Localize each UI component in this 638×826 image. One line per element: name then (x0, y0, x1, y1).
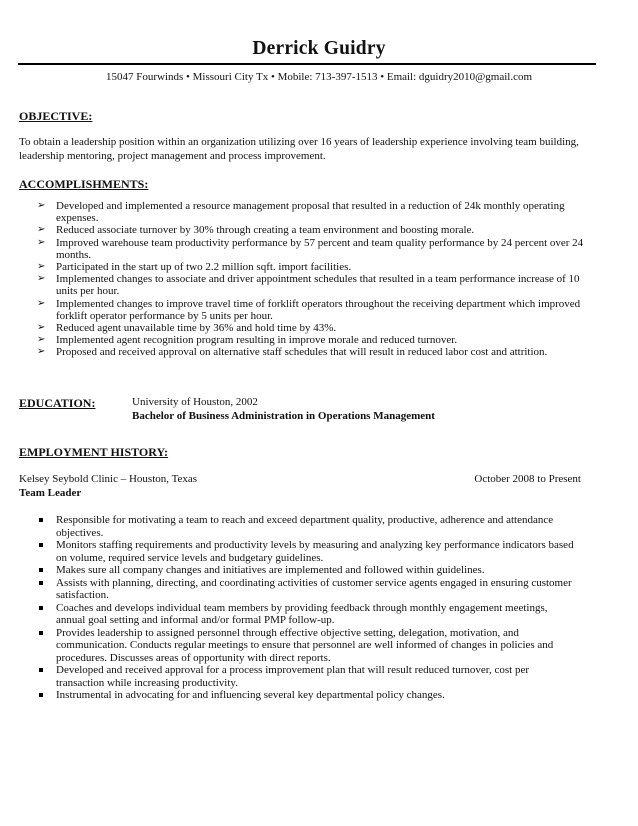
arrow-bullet-icon: ➢ (37, 200, 46, 211)
education-school: University of Houston, 2002 (132, 396, 258, 408)
square-bullet-icon (39, 518, 43, 522)
square-bullet-icon (39, 631, 43, 635)
job-title: Team Leader (19, 487, 82, 499)
list-item: ➢ Participated in the start up of two 2.2 million sqft. import facilities. (37, 261, 352, 274)
list-item: ➢ Developed and implemented a resource management proposal that resulted in a reduction of 24k monthly operating expenses. (37, 200, 565, 225)
employment-dates: October 2008 to Present (474, 473, 581, 485)
arrow-bullet-icon: ➢ (37, 224, 46, 236)
list-item: ➢ Reduced agent unavailable time by 36% and hold time by 43%. (37, 322, 337, 335)
contact-line: 15047 Fourwinds • Missouri City Tx • Mobile: 713-397-1513 • Email: dguidry2010@gmail.com (105, 71, 533, 83)
arrow-bullet-icon: ➢ (37, 261, 46, 273)
education-heading: EDUCATION: (19, 396, 96, 410)
duties-list (37, 514, 577, 702)
list-item: ➢ Implemented agent recognition program resulting in improve morale and reduced turnover. (37, 334, 458, 347)
list-item: Responsible for motivating a team to reach and exceed department quality, productive, adherence and attendance objectives. (37, 514, 577, 539)
list-item: ➢ Implemented changes to associate and driver appointment schedules that resulted in a team performance increase of 10 units per hour. (37, 273, 580, 298)
objective-text: To obtain a leadership position within an organization utilizing over 16 years of leadership experience involving team building, leadership mentoring, project management and process improvement. (19, 136, 579, 162)
square-bullet-icon (39, 543, 43, 547)
arrow-bullet-icon: ➢ (37, 273, 46, 285)
education-degree: Bachelor of Business Administration in Operations Management (132, 410, 435, 422)
square-bullet-icon (39, 668, 43, 672)
employment-heading: EMPLOYMENT HISTORY: (19, 445, 169, 459)
accomplishments-heading: ACCOMPLISHMENTS: (19, 177, 149, 191)
arrow-bullet-icon: ➢ (37, 346, 46, 358)
list-item: Developed and received approval for a process improvement plan that will result reduced turnover, cost per transaction while increasing productivity. (37, 664, 577, 689)
objective-heading: OBJECTIVE: (19, 109, 93, 123)
square-bullet-icon (39, 568, 43, 572)
list-item: ➢ Reduced associate turnover by 30% through creating a team environment and boosting morale. (37, 224, 475, 237)
arrow-bullet-icon: ➢ (37, 236, 46, 248)
header-rule (18, 63, 596, 65)
arrow-bullet-icon: ➢ (37, 334, 46, 346)
list-item: ➢ Proposed and received approval on alternative staff schedules that will result in reduced labor cost and attrition. (37, 346, 548, 359)
arrow-bullet-icon: ➢ (37, 322, 46, 334)
list-item: Instrumental in advocating for and influencing several key departmental policy changes. (37, 689, 577, 702)
list-item: Coaches and develops individual team members by providing feedback through monthly engagement meetings, annual goal setting and informal and/or formal PMP follow-up. (37, 602, 577, 627)
square-bullet-icon (39, 606, 43, 610)
list-item: Assists with planning, directing, and coordinating activities of customer service agents engaged in ensuring customer satisfaction. (37, 577, 577, 602)
list-item: ➢ Implemented changes to improve travel time of forklift operators throughout the receiving department which improved forklift operator performance by 5 units per hour. (37, 297, 581, 322)
employer-line: Kelsey Seybold Clinic – Houston, Texas (19, 473, 198, 485)
list-item: Monitors staffing requirements and productivity levels by measuring and analyzing key performance indicators based on volume, required service levels and budgetary guidelines. (37, 539, 577, 564)
arrow-bullet-icon: ➢ (37, 297, 46, 309)
square-bullet-icon (39, 581, 43, 585)
list-item: Provides leadership to assigned personnel through effective objective setting, delegation, motivation, and communication. Conducts regular meetings to ensure that personnel are well informed of changes in policies and procedures. Discusses areas of opportunity with direct reports. (37, 627, 577, 665)
square-bullet-icon (39, 693, 43, 697)
list-item: Makes sure all company changes and initiatives are implemented and followed within guidelines. (37, 564, 577, 577)
accomplishments-list (37, 200, 597, 359)
list-item: ➢ Improved warehouse team productivity performance by 57 percent and team quality performance by 24 percent over 24 months. (37, 236, 584, 261)
resume-name: Derrick Guidry (252, 38, 386, 59)
